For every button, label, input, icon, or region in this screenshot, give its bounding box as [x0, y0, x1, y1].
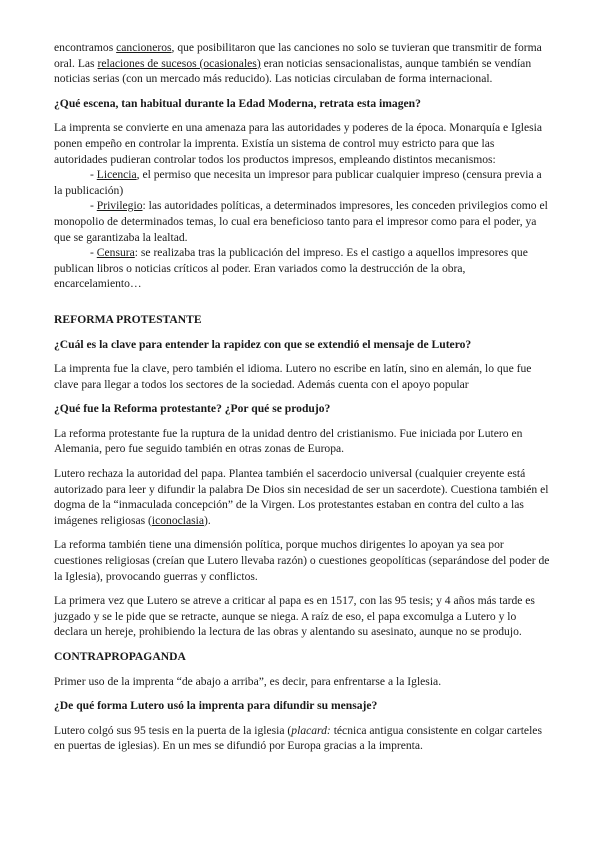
- question-clave-rapidez: ¿Cuál es la clave para entender la rapidez con que se extendió el mensaje de Lutero?: [54, 337, 472, 351]
- term-placard: placard:: [291, 723, 331, 737]
- term-censura: Censura: [96, 246, 135, 260]
- intro-paragraph: [54, 40, 550, 87]
- question-lutero-imprenta: ¿De qué forma Lutero usó la imprenta para difundir su mensaje?: [54, 699, 378, 713]
- paragraph-ruptura: La reforma protestante fue la ruptura de la unidad dentro del cristianismo. Fue iniciada por Lutero en Alemania, pero fue seguido también en otras zonas de Europa.: [54, 426, 523, 456]
- paragraph-primer-uso: Primer uso de la imprenta “de abajo a arriba”, es decir, para enfrentarse a la Iglesia.: [54, 674, 442, 688]
- term-privilegio: Privilegio: [96, 199, 143, 213]
- term-relaciones-de-sucesos: relaciones de sucesos (ocasionales): [97, 56, 261, 70]
- term-cancioneros: cancioneros: [116, 41, 172, 54]
- paragraph-95-tesis: Lutero colgó sus 95 tesis en la puerta de la iglesia (placard: técnica antigua consistente en colgar carteles en puertas de iglesias). En un mes se difundió por Europa gracias a la imprenta.: [54, 723, 542, 753]
- term-iconoclasia: iconoclasia: [151, 513, 205, 527]
- intro-text-1: encontramos: [54, 41, 117, 54]
- term-licencia: Licencia: [96, 168, 137, 182]
- paragraph-imprenta-clave: La imprenta fue la clave, pero también el idioma. Lutero no escribe en latín, sino en alemán, lo que fue clave para llegar a todos los sectores de la sociedad. Además cuenta con el apoyo popular: [54, 362, 532, 391]
- section-heading-reforma: REFORMA PROTESTANTE: [54, 312, 202, 326]
- section-gap: [54, 292, 550, 312]
- list-item-privilegio: - Privilegio: las autoridades políticas, a determinados impresores, les conceden privilegios como el monopolio de determinados temas, lo cual era beneficioso tanto para el impresor como para el poder, ya que se garantizaba la lealtad.: [54, 199, 548, 244]
- list-item-licencia: - Licencia, el permiso que necesita un impresor para publicar cualquier impreso (censura previa a la publicación): [54, 168, 542, 197]
- list-item-censura: - Censura: se realizaba tras la publicación del impreso. Es el castigo a aquellos impresores que publican libros o noticias críticos al poder. Eran variados como la destrucción de la obra, encarcelamiento…: [54, 246, 528, 291]
- paragraph-lutero-papa: Lutero rechaza la autoridad del papa. Plantea también el sacerdocio universal (cualquier creyente está autorizado para leer y difundir la palabra De Dios sin necesidad de ser un sacerdote). Cuestiona también el dogma de la “inmaculada concepción” de la Virgen. Los protestantes estaban en contra del culto a las imágenes religiosas (iconoclasia).: [54, 467, 549, 527]
- intro-text-3: eran noticias sensacionalistas, aunque también se vendían noticias serias (con un mercado más reducido). Las noticias circulaban de forma internacional.: [54, 56, 532, 86]
- section-heading-contrapropaganda: CONTRAPROPAGANDA: [54, 650, 186, 663]
- paragraph-control-imprenta: La imprenta se convierte en una amenaza para las autoridades y poderes de la época. Monarquía e Iglesia ponen empeño en controlar la imprenta. Existía un sistema de control muy estricto para que las autoridades pudieran controlar todos los productos impresos, empleando distintos mecanismos:: [54, 121, 543, 166]
- paragraph-1517: La primera vez que Lutero se atreve a criticar al papa es en 1517, con las 95 tesis; y 4 años más tarde es juzgado y se le pide que se retracte, aunque se niega. A raíz de eso, el papa excomulga a Lutero y lo declara un hereje, prohibiendo la lectura de las obras y alentando su asesinato, aunque no se produjo.: [54, 594, 535, 639]
- document-page: [54, 40, 550, 763]
- question-reforma: ¿Qué fue la Reforma protestante? ¿Por qué se produjo?: [54, 402, 331, 416]
- question-escena: ¿Qué escena, tan habitual durante la Edad Moderna, retrata esta imagen?: [54, 96, 421, 110]
- paragraph-dimension-politica: La reforma también tiene una dimensión política, porque muchos dirigentes lo apoyan ya sea por cuestiones religiosas (creían que Lutero llevaba razón) o cuestiones geopolíticas (separándose del poder de la Iglesia), provocando guerras y conflictos.: [54, 538, 550, 583]
- intro-text-2: , que posibilitaron que las canciones no solo se tuvieran que transmitir de forma oral. Las: [54, 41, 542, 70]
